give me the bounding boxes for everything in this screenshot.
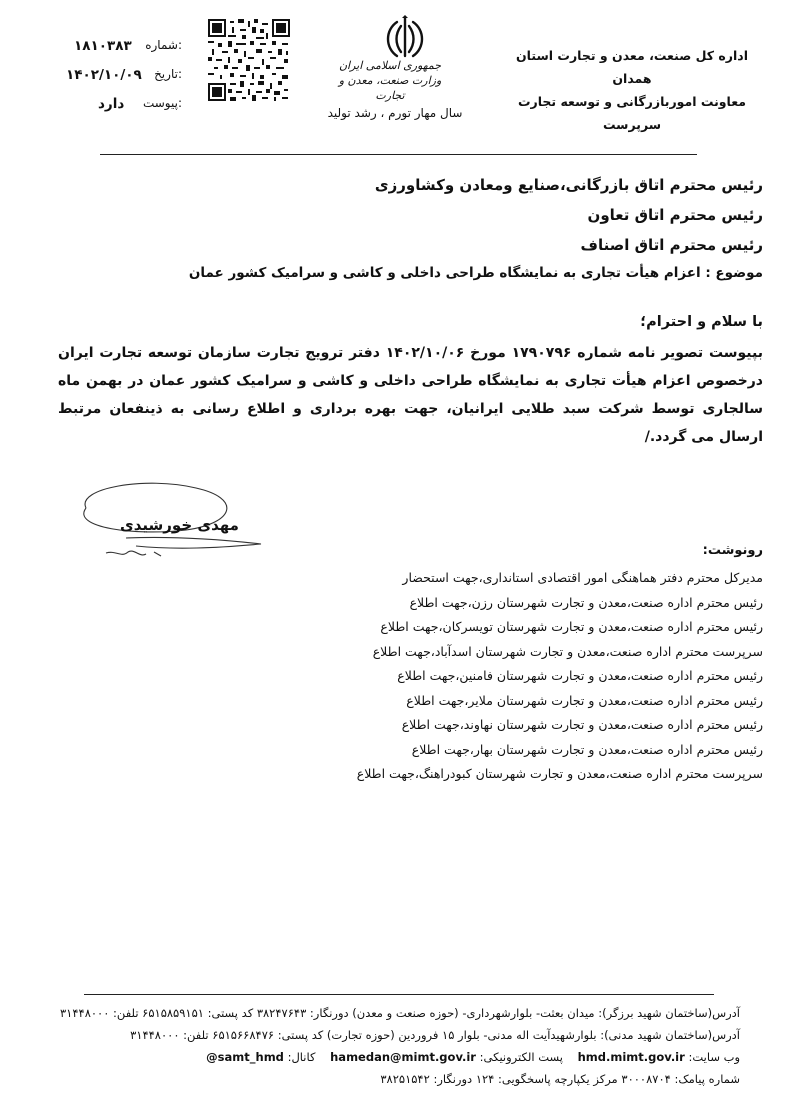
footer-divider [84,994,714,995]
addressee-list [63,170,763,260]
organization-header [502,44,762,136]
number-label: شماره: [145,38,182,52]
cc-item: رئیس محترم اداره صنعت،معدن و تجارت شهرستان فامنین،جهت اطلاع [397,668,763,683]
org-line-3: سرپرست [602,117,662,132]
letter-date [62,67,182,85]
header-divider [100,154,697,155]
footer [40,1002,740,1090]
org-line-1: اداره کل صنعت، معدن و تجارت استان همدان [516,48,748,86]
iran-emblem-icon [375,14,435,62]
year-motto: سال مهار تورم ، رشد تولید [327,106,463,120]
cc-item: سرپرست محترم اداره صنعت،معدن و تجارت شهرستان کبودراهنگ،جهت اطلاع [356,766,763,781]
website-label: وب سایت: [688,1050,740,1064]
addressee: رئیس محترم اتاق اصناف [580,236,763,254]
emblem-country: جمهوری اسلامی ایران [338,59,442,72]
cc-title: رونوشت: [702,543,763,558]
letter-subject: موضوع : اعزام هیأت تجاری به نمایشگاه طراحی داخلی و کاشی و سرامیک کشور عمان [188,265,763,281]
cc-item: مدیرکل محترم دفتر هماهنگی امور اقتصادی استانداری،جهت استحضار [402,570,763,585]
cc-item: رئیس محترم اداره صنعت،معدن و تجارت شهرستان ملایر،جهت اطلاع [406,692,763,708]
email-link[interactable]: hamedan@mimt.gov.ir [330,1050,476,1064]
footer-address-1: آدرس(ساختمان شهید برزگر): میدان بعثت- بلوارشهرداری- (حوزه صنعت و معدن) دورنگار: ۳۸۲۴۷۶۴۳ کد پستی: ۶۵۱۵۸۵۹۱۵۱ تلفن: ۳۱۴۴۸۰۰۰ [59,1006,740,1020]
addressee: رئیس محترم اتاق تعاون [587,206,763,224]
cc-item: رئیس محترم اداره صنعت،معدن و تجارت شهرستان بهار،جهت اطلاع [411,741,763,757]
attachment-label: پیوست: [142,96,182,110]
qr-code-icon [208,19,290,101]
date-label: تاریخ: [154,67,182,81]
greeting: با سلام و احترام؛ [640,314,763,330]
date-value: ۱۴۰۲/۱۰/۰۹ [66,67,142,83]
letter-body: بپیوست تصویر نامه شماره ۱۷۹۰۷۹۶ مورخ ۱۴۰۲/۱۰/۰۶ دفتر ترویج تجارت سازمان توسعه تجارت ایران درخصوص اعزام هیأت تجاری به نمایشگاه طراحی داخلی و کاشی و سرامیک کشور عمان در بهمن ماه سالجاری توسط شرکت سبد طلایی ایرانیان، جهت بهره برداری و اطلاع رسانی به ذینفعان مرتبط ارسال می گردد./ [58,345,763,445]
number-value: ۱۸۱۰۳۸۳ [74,38,132,54]
signatory-name: مهدی خورشیدی [120,516,239,534]
footer-phones: شماره پیامک: ۳۰۰۰۸۷۰۴ مرکز یکپارچه پاسخگویی: ۱۲۴ دورنگار: ۳۸۲۵۱۵۴۲ [380,1072,740,1086]
cc-item: رئیس محترم اداره صنعت،معدن و تجارت شهرستان رزن،جهت اطلاع [409,594,763,610]
emblem-caption [330,58,450,103]
addressee: رئیس محترم اتاق بازرگانی،صنایع ومعادن وکشاورزی [374,176,763,194]
footer-contacts [40,1046,740,1068]
cc-item: سرپرست محترم اداره صنعت،معدن و تجارت شهرستان اسدآباد،جهت اطلاع [372,643,763,659]
email-label: پست الکترونیکی: [479,1050,563,1064]
attachment-value: دارد [98,96,125,112]
letter-attachment [62,96,182,114]
footer-address-2: آدرس(ساختمان شهید مدنی): بلوارشهیدآیت اله مدنی- بلوار ۱۵ فروردین (حوزه تجارت) کد پستی: ۶۵۱۵۶۶۸۴۷۶ تلفن: ۳۱۴۴۸۰۰۰ [130,1028,740,1042]
website-link[interactable]: hmd.mimt.gov.ir [577,1050,685,1064]
channel-link[interactable]: @samt_hmd [206,1050,284,1064]
cc-item: رئیس محترم اداره صنعت،معدن و تجارت شهرستان تویسرکان،جهت اطلاع [380,619,763,634]
cc-list [263,566,763,787]
channel-label: کانال: [287,1050,316,1064]
letter-number [62,38,182,56]
org-line-2: معاونت اموربازرگانی و توسعه تجارت [517,94,747,109]
cc-item: رئیس محترم اداره صنعت،معدن و تجارت شهرستان نهاوند،جهت اطلاع [401,717,763,732]
emblem-ministry: وزارت صنعت، معدن و تجارت [338,74,442,102]
